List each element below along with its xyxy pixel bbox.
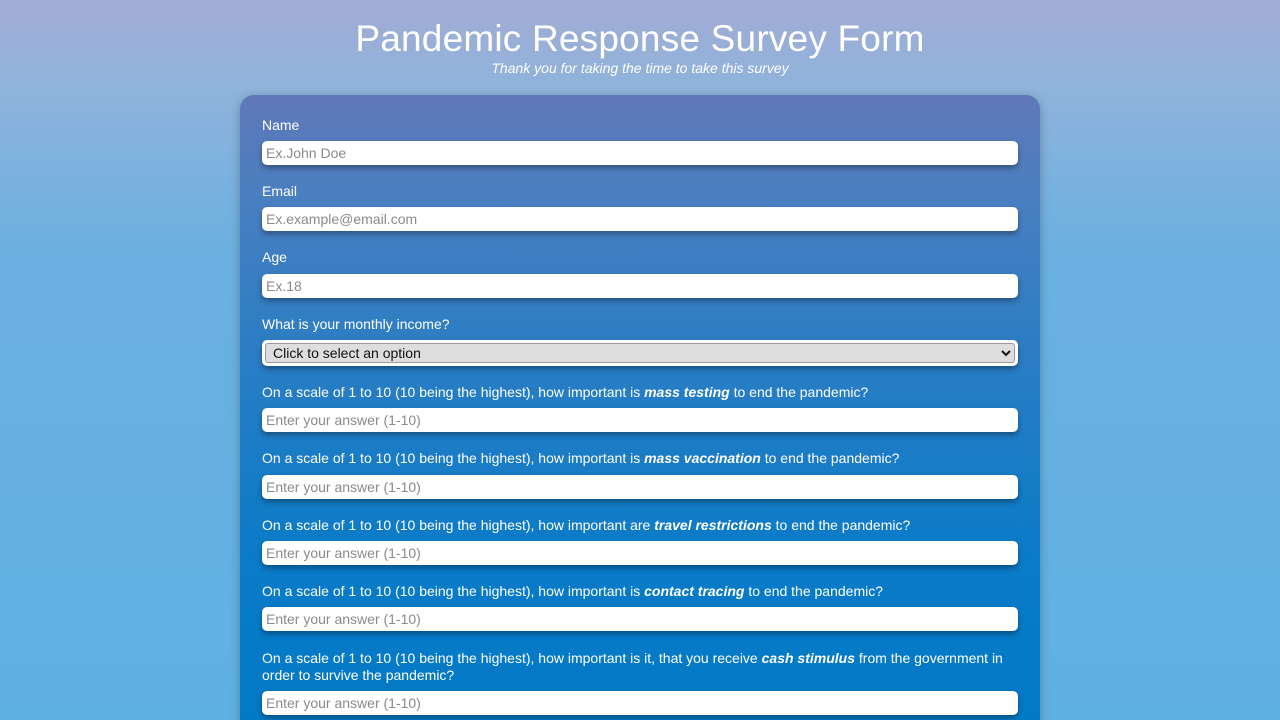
name-field-group <box>262 117 1018 134</box>
tracing-question-emphasis: contact tracing <box>644 583 745 599</box>
vaccination-question-suffix: to end the pandemic? <box>760 450 900 466</box>
vaccination-answer-input[interactable] <box>262 475 1018 499</box>
stimulus-question-emphasis: cash stimulus <box>761 650 855 666</box>
survey-form <box>240 95 1040 720</box>
travel-question-emphasis: travel restrictions <box>654 517 772 533</box>
age-input[interactable] <box>262 274 1018 298</box>
travel-question-label <box>262 517 1018 534</box>
testing-question-suffix: to end the pandemic? <box>729 384 869 400</box>
income-label: What is your monthly income? <box>262 316 450 332</box>
tracing-field-group <box>262 583 1018 600</box>
income-select[interactable] <box>265 343 1015 363</box>
page-header <box>0 0 1280 77</box>
page-subtitle: Thank you for taking the time to take this survey <box>491 60 789 76</box>
age-label: Age <box>262 249 287 265</box>
email-field-group <box>262 183 1018 200</box>
income-field-group <box>262 316 1018 333</box>
tracing-question-suffix: to end the pandemic? <box>744 583 884 599</box>
stimulus-question-suffix: from the government in order to survive the pandemic? <box>262 650 1003 683</box>
vaccination-question-prefix: On a scale of 1 to 10 (10 being the highest), how important is <box>262 450 645 466</box>
travel-question-prefix: On a scale of 1 to 10 (10 being the highest), how important are <box>262 517 655 533</box>
travel-question-suffix: to end the pandemic? <box>771 517 911 533</box>
page-title: Pandemic Response Survey Form <box>355 18 925 59</box>
testing-field-group <box>262 384 1018 401</box>
tracing-answer-input[interactable] <box>262 607 1018 631</box>
tracing-question-prefix: On a scale of 1 to 10 (10 being the highest), how important is <box>262 583 645 599</box>
testing-question-emphasis: mass testing <box>644 384 730 400</box>
stimulus-answer-input[interactable] <box>262 691 1018 715</box>
testing-answer-input[interactable] <box>262 408 1018 432</box>
age-field-group <box>262 249 1018 266</box>
travel-field-group <box>262 517 1018 534</box>
stimulus-field-group <box>262 650 1018 684</box>
email-label: Email <box>262 183 298 199</box>
income-select-wrapper <box>262 340 1018 366</box>
stimulus-question-label <box>262 650 1018 684</box>
email-input[interactable] <box>262 207 1018 231</box>
name-label: Name <box>262 117 300 133</box>
testing-question-label <box>262 384 1018 401</box>
vaccination-question-label <box>262 450 1018 467</box>
tracing-question-label <box>262 583 1018 600</box>
vaccination-field-group <box>262 450 1018 467</box>
travel-answer-input[interactable] <box>262 541 1018 565</box>
testing-question-prefix: On a scale of 1 to 10 (10 being the highest), how important is <box>262 384 645 400</box>
vaccination-question-emphasis: mass vaccination <box>644 450 761 466</box>
name-input[interactable] <box>262 141 1018 165</box>
stimulus-question-prefix: On a scale of 1 to 10 (10 being the highest), how important is it, that you receive <box>262 650 762 666</box>
